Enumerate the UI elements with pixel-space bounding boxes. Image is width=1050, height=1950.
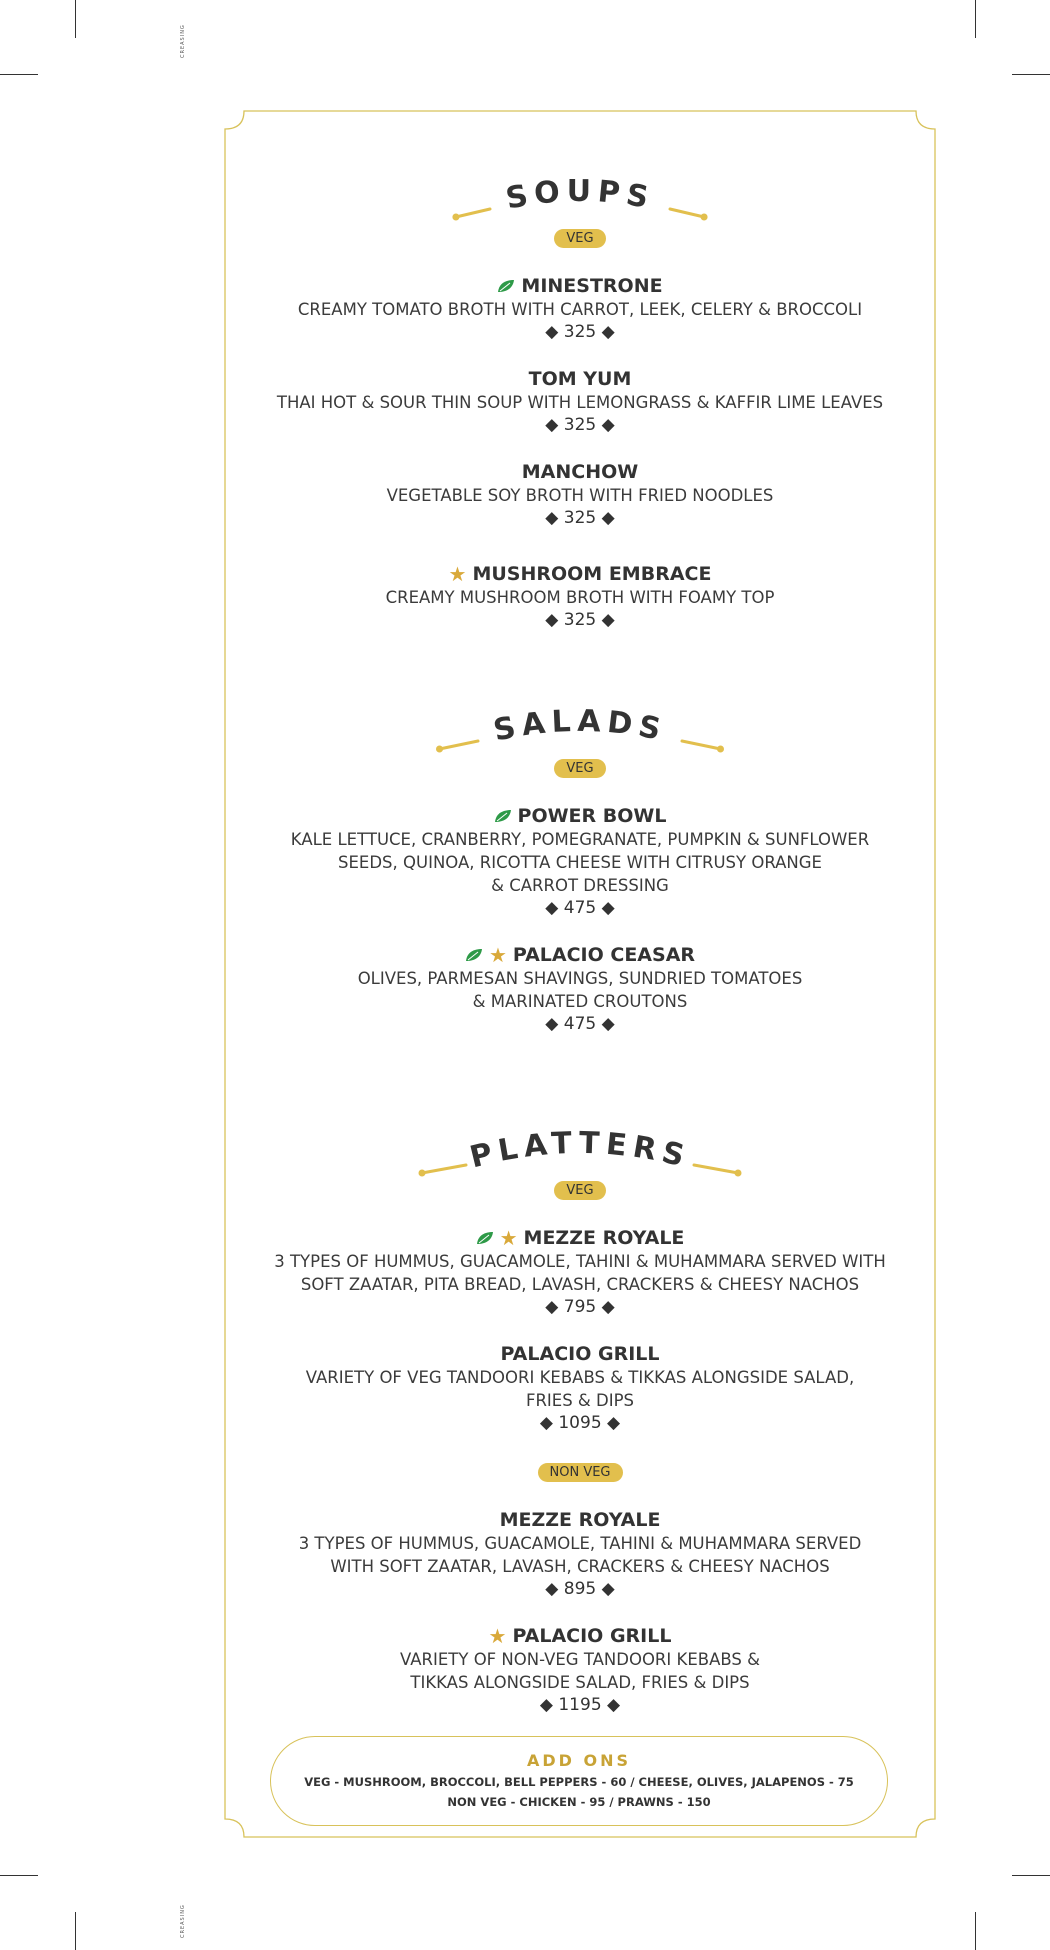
menu-item-price: ◆ 325 ◆ — [545, 322, 615, 342]
crop-mark — [1012, 1875, 1050, 1876]
menu-item-title: PALACIO GRILL — [512, 1625, 672, 1647]
section-salads — [222, 695, 938, 1036]
crop-mark — [75, 1912, 76, 1950]
section-title-ornament — [222, 165, 938, 235]
menu-item-title: PALACIO CEASAR — [512, 944, 696, 966]
menu-item — [222, 943, 938, 1036]
menu-item — [222, 1342, 938, 1435]
menu-item — [222, 274, 938, 344]
addons-nonveg-line: NON VEG - CHICKEN - 95 / PRAWNS - 150 — [447, 1795, 711, 1809]
section-title-wrap — [222, 1117, 938, 1187]
menu-item-name — [222, 460, 938, 484]
star-icon: ★ — [488, 1624, 507, 1648]
section-title-ornament — [222, 1117, 938, 1187]
menu-item-title: TOM YUM — [528, 368, 632, 390]
section-title-wrap — [222, 165, 938, 235]
crop-mark — [975, 0, 976, 38]
menu-item-description: VARIETY OF NON-VEG TANDOORI KEBABS & TIKKAS ALONGSIDE SALAD, FRIES & DIPS — [400, 1650, 760, 1692]
menu-item-title: POWER BOWL — [517, 805, 667, 827]
menu-item — [222, 460, 938, 530]
diet-badge: VEG — [554, 759, 605, 778]
menu-item — [222, 367, 938, 437]
menu-item — [222, 1226, 938, 1319]
menu-item-price: ◆ 1195 ◆ — [539, 1695, 621, 1715]
menu-item-name — [222, 562, 938, 586]
menu-item-price: ◆ 795 ◆ — [545, 1297, 615, 1317]
menu-item-description: KALE LETTUCE, CRANBERRY, POMEGRANATE, PUMPKIN & SUNFLOWER SEEDS, QUINOA, RICOTTA CHEESE WITH CITRUSY ORANGE & CARROT DRESSING — [290, 830, 870, 895]
creasing-label: CREASING — [180, 24, 186, 58]
menu-item-description: VARIETY OF VEG TANDOORI KEBABS & TIKKAS ALONGSIDE SALAD, FRIES & DIPS — [305, 1368, 855, 1410]
menu-item-title: MUSHROOM EMBRACE — [472, 563, 712, 585]
menu-item-name — [222, 804, 938, 828]
diet-badge: NON VEG — [538, 1463, 623, 1482]
crop-mark — [0, 74, 38, 75]
menu-item-price: ◆ 475 ◆ — [545, 1014, 615, 1034]
crop-mark — [75, 0, 76, 38]
star-icon: ★ — [448, 562, 467, 586]
menu-item-price: ◆ 325 ◆ — [545, 508, 615, 528]
section-title: PLATTERS — [466, 1125, 694, 1176]
menu-item-name — [222, 367, 938, 391]
section-soups — [222, 165, 938, 632]
menu-item — [222, 1624, 938, 1717]
diet-badge: VEG — [554, 229, 605, 248]
addons-veg-line: VEG - MUSHROOM, BROCCOLI, BELL PEPPERS - 60 / CHEESE, OLIVES, JALAPENOS - 75 — [304, 1775, 854, 1789]
creasing-label: CREASING — [180, 1904, 186, 1938]
leaf-icon — [494, 809, 512, 823]
menu-item-description: VEGETABLE SOY BROTH WITH FRIED NOODLES — [386, 486, 774, 505]
menu-item-price: ◆ 475 ◆ — [545, 898, 615, 918]
addons-panel — [270, 1736, 888, 1826]
star-icon: ★ — [488, 943, 507, 967]
menu-item-title: MINESTRONE — [521, 275, 663, 297]
leaf-icon — [465, 948, 483, 962]
menu-item-name — [222, 1508, 938, 1532]
addons-title: ADD ONS — [526, 1751, 632, 1770]
menu-item-description: CREAMY MUSHROOM BROTH WITH FOAMY TOP — [385, 588, 775, 607]
menu-item-description: OLIVES, PARMESAN SHAVINGS, SUNDRIED TOMATOES & MARINATED CROUTONS — [357, 969, 803, 1011]
menu-item — [222, 1508, 938, 1601]
menu-item-description: 3 TYPES OF HUMMUS, GUACAMOLE, TAHINI & MUHAMMARA SERVED WITH SOFT ZAATAR, LAVASH, CRACKERS & CHEESY NACHOS — [298, 1534, 862, 1576]
crop-mark — [0, 1875, 38, 1876]
menu-item-name — [222, 943, 938, 967]
leaf-icon — [497, 279, 515, 293]
menu-item-title: MANCHOW — [521, 461, 639, 483]
menu-item-description: 3 TYPES OF HUMMUS, GUACAMOLE, TAHINI & MUHAMMARA SERVED WITH SOFT ZAATAR, PITA BREAD, LAVASH, CRACKERS & CHEESY NACHOS — [274, 1252, 886, 1294]
menu-item-price: ◆ 325 ◆ — [545, 610, 615, 630]
menu-item-name — [222, 274, 938, 298]
crop-mark — [1012, 74, 1050, 75]
star-icon: ★ — [499, 1226, 518, 1250]
section-title: SOUPS — [503, 173, 657, 217]
menu-item-title: MEZZE ROYALE — [499, 1509, 661, 1531]
section-title-wrap — [222, 695, 938, 765]
menu-item-price: ◆ 895 ◆ — [545, 1579, 615, 1599]
diet-badge: VEG — [554, 1181, 605, 1200]
crop-mark — [975, 1912, 976, 1950]
section-title: SALADS — [490, 703, 670, 749]
menu-item-price: ◆ 1095 ◆ — [539, 1413, 621, 1433]
section-title-ornament — [222, 695, 938, 765]
menu-item-price: ◆ 325 ◆ — [545, 415, 615, 435]
menu-item-description: CREAMY TOMATO BROTH WITH CARROT, LEEK, CELERY & BROCCOLI — [297, 300, 863, 319]
menu-item-description: THAI HOT & SOUR THIN SOUP WITH LEMONGRASS & KAFFIR LIME LEAVES — [276, 393, 884, 412]
menu-item — [222, 804, 938, 920]
section-platters — [222, 1117, 938, 1717]
leaf-icon — [476, 1231, 494, 1245]
menu-item-name — [222, 1226, 938, 1250]
menu-item — [222, 562, 938, 632]
menu-item-title: PALACIO GRILL — [500, 1343, 660, 1365]
menu-item-title: MEZZE ROYALE — [523, 1227, 685, 1249]
menu-item-name — [222, 1624, 938, 1648]
menu-item-name — [222, 1342, 938, 1366]
